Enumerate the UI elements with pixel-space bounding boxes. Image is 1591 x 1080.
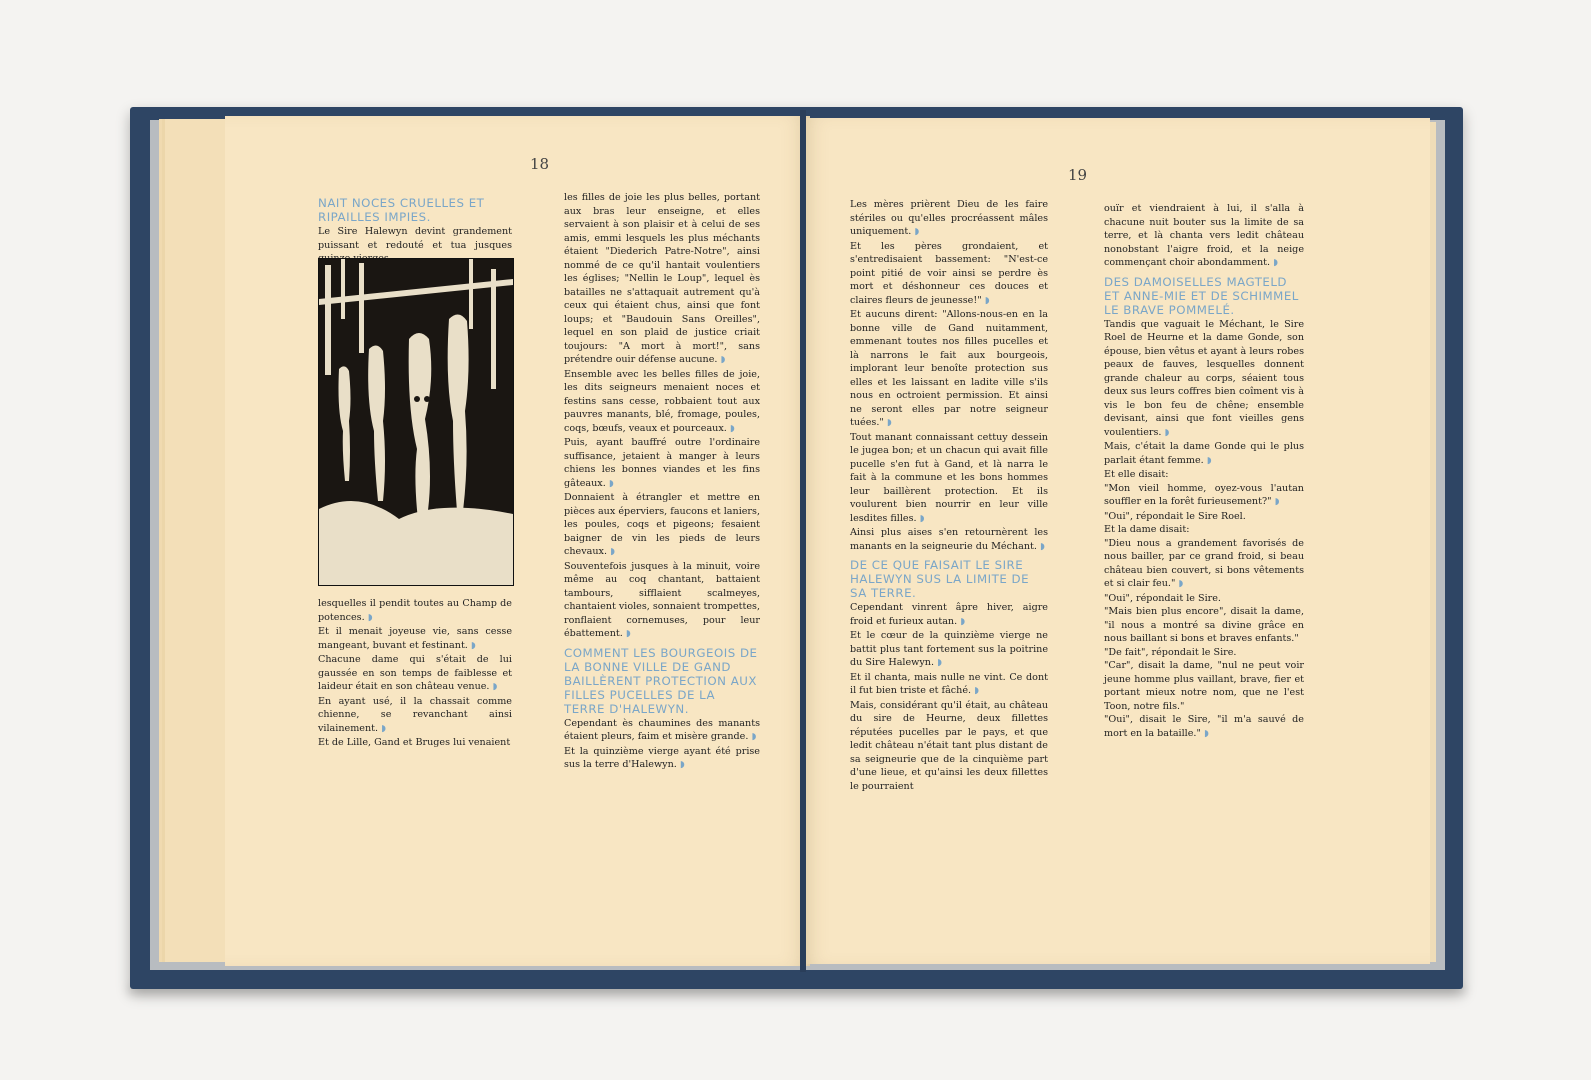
paragraph-mark-icon: ◗ <box>751 732 757 742</box>
paragraph: Et il menait joyeuse vie, sans cesse mangeant, buvant et festinant. ◗ <box>318 626 512 651</box>
paragraph: "Dieu nous a grandement favorisés de nous bailler, par ce grand froid, si beau château bien couvert, si bons vêtements et si clair feu." ◗ <box>1104 537 1304 589</box>
paragraph: Puis, ayant bauffré outre l'ordinaire suffisance, jetaient à manger à leurs chiens les bonnes viandes et les fins gâteaux. ◗ <box>564 437 760 489</box>
left-page-column-1-top <box>318 196 512 266</box>
paragraph-mark-icon: ◗ <box>679 760 685 770</box>
paragraph: Souventefois jusques à la minuit, voire même au coq chantant, battaient tambours, sifflaient scalmeyes, chantaient violes, sonnaient trompettes, ronflaient cornemuses, pour leur ébattement. ◗ <box>564 560 760 639</box>
paragraph-mark-icon: ◗ <box>608 478 614 489</box>
paragraph-mark-icon: ◗ <box>610 547 615 557</box>
paragraph: Tout manant connaissant cettuy dessein le jugea bon; et un chacun qui avait fille pucelle s'en fut à Gand, et là narra le fait à la commune et les bons hommes leur baillèrent protection. Et ils voulurent bien nourrir en leur ville lesdites filles. ◗ <box>850 431 1048 524</box>
paragraph-mark-icon: ◗ <box>1273 258 1278 268</box>
paragraph-mark-icon: ◗ <box>1178 579 1184 589</box>
paragraph-mark-icon: ◗ <box>729 423 735 434</box>
paragraph: "Oui", disait le Sire, "il m'a sauvé de mort en la bataille." ◗ <box>1104 714 1304 739</box>
paragraph: "Mon vieil homme, oyez-vous l'autan souffler en la forêt furieusement?" ◗ <box>1104 482 1304 507</box>
woodcut-figures <box>319 259 513 585</box>
paragraph-mark-icon: ◗ <box>1039 541 1045 552</box>
paragraph-mark-icon: ◗ <box>625 629 631 639</box>
paragraph-mark-icon: ◗ <box>960 616 965 627</box>
paragraph: ouïr et viendraient à lui, il s'alla à chacune nuit bouter sus la limite de sa terre, et là chanta vers ledit château nonobstant l'aigre froid, et la neige commençant choir abondamment. ◗ <box>1104 203 1304 268</box>
paragraph: Tandis que vaguait le Méchant, le Sire Roel de Heurne et la dame Gonde, son épouse, bien vêtus et ayant à leurs robes peaux de fauves, lesquelles donnent grande chaleur au corps, séaient tous deux sus leurs coffres bien coîment vis à vis le bon feu de chêne; ensemble devisant, ainsi que font vieilles gens voulentiers. ◗ <box>1104 318 1304 438</box>
right-page-column-2 <box>1104 202 1304 741</box>
paragraph: les filles de joie les plus belles, portant aux bras leur enseigne, et elles servaient à son plaisir et à celui de ses amis, emmi lesquels les plus méchants étaient "Diederich Patre-Notre", ainsi nommé de ce qu'il hantait voulentiers les églises; "Nellin le Loup", lequel ès batailles ne s'attaquait autrement qu'à ceux qui étaient chus, ainsi que font loups; et "Baudouin Sans Oreilles", lequel en son plaid de justice criait toujours: "A mort à mort!", sans prétendre ouir défense aucune. ◗ <box>564 192 760 365</box>
paragraph: "De fait", répondait le Sire. <box>1104 646 1237 658</box>
paragraph-mark-icon: ◗ <box>1203 728 1209 739</box>
chapter-heading: DE CE QUE FAISAIT LE SIRE HALEWYN SUS LA LIMITE DE SA TERRE. <box>850 558 1030 600</box>
book-gutter <box>800 110 806 972</box>
paragraph: Donnaient à étrangler et mettre en pièces aux éperviers, faucons et laniers, les poules, coqs et pigeons; fesaient baigner de vin les pieds de leurs chevaux. ◗ <box>564 492 760 557</box>
chapter-heading: NAIT NOCES CRUELLES ET RIPAILLES IMPIES. <box>318 196 485 224</box>
paragraph: Et la quinzième vierge ayant été prise sus la terre d'Halewyn. ◗ <box>564 745 760 770</box>
paragraph: Chacune dame qui s'était de lui gaussée en son temps de faiblesse et laideur était en son château venue. ◗ <box>318 654 512 692</box>
paragraph-mark-icon: ◗ <box>984 295 990 306</box>
paragraph: Les mères prièrent Dieu de les faire stériles ou qu'elles procréassent mâles uniquement. ◗ <box>850 199 1048 237</box>
paragraph-mark-icon: ◗ <box>1164 427 1170 438</box>
paragraph: lesquelles il pendit toutes au Champ de potences. ◗ <box>318 598 512 623</box>
paragraph: Ensemble avec les belles filles de joie, les dits seigneurs menaient noces et festins sans cesse, robbaient tout aux pauvres manants, blé, fromage, poules, coqs, bœufs, veaux et pourceaux. ◗ <box>564 368 760 434</box>
paragraph-mark-icon: ◗ <box>1274 497 1280 507</box>
woodcut-illustration <box>318 258 514 586</box>
paragraph: Mais, considérant qu'il était, au château du sire de Heurne, deux fillettes réputées pucelles par le pays, et que ledit château n'était tant plus distant de sa seigneurie que de la cinquième part d'une lieue, et qu'ainsi les deux fillettes le pourraient <box>850 699 1048 792</box>
paragraph: "Oui", répondait le Sire Roel. <box>1104 510 1246 522</box>
left-page-number: 18 <box>530 155 550 173</box>
paragraph-mark-icon: ◗ <box>914 227 920 237</box>
chapter-heading: COMMENT LES BOURGEOIS DE LA BONNE VILLE DE GAND BAILLÈRENT PROTECTION AUX FILLES PUCELLES DE LA TERRE D'HALEWYN. <box>564 645 758 716</box>
paragraph: Cependant vinrent âpre hiver, aigre froid et furieux autan. ◗ <box>850 602 1048 627</box>
paragraph-mark-icon: ◗ <box>937 658 942 668</box>
paragraph: Et aucuns dirent: "Allons-nous-en en la bonne ville de Gand nuitamment, emmenant toutes nos filles pucelles et là narrons le fait aux bourgeois, implorant leur benoîte protection sus elles et les laissant en ladite ville s'ils nous en octroient permission. Et ainsi ne seront elles par notre seigneur tuées." ◗ <box>850 309 1048 428</box>
paragraph: Ainsi plus aises s'en retournèrent les manants en la seigneurie du Méchant. ◗ <box>850 527 1048 552</box>
paragraph: "Mais bien plus encore", disait la dame, "il nous a montré sa divine grâce en nous baillant si bons et braves enfants." <box>1104 606 1304 644</box>
paragraph: Et la dame disait: <box>1104 524 1190 535</box>
left-page-column-2 <box>564 191 760 773</box>
chapter-heading: DES DAMOISELLES MAGTELD ET ANNE-MIE ET DE SCHIMMEL LE BRAVE POMMELÉ. <box>1104 274 1299 317</box>
paragraph: Et elle disait: <box>1104 469 1169 480</box>
paragraph-mark-icon: ◗ <box>1206 455 1212 466</box>
paragraph: Et de Lille, Gand et Bruges lui venaient <box>318 737 511 748</box>
paragraph-mark-icon: ◗ <box>974 686 979 696</box>
paragraph-mark-icon: ◗ <box>367 612 373 623</box>
paragraph-mark-icon: ◗ <box>720 355 726 365</box>
paragraph-mark-icon: ◗ <box>381 723 386 734</box>
right-page-column-1 <box>850 198 1048 793</box>
paragraph: "Car", disait la dame, "nul ne peut voir jeune homme plus vaillant, brave, fier et portant mieux notre nom, que ne l'est Toon, notre fils." <box>1104 660 1304 712</box>
paragraph: Mais, c'était la dame Gonde qui le plus parlait étant femme. ◗ <box>1104 441 1304 466</box>
paragraph-mark-icon: ◗ <box>886 418 892 428</box>
paragraph: Cependant ès chaumines des manants étaient pleurs, faim et misère grande. ◗ <box>564 717 760 742</box>
paragraph: Et il chanta, mais nulle ne vint. Ce dont il fut bien triste et fâché. ◗ <box>850 671 1048 696</box>
paragraph-mark-icon: ◗ <box>919 513 925 524</box>
paragraph-mark-icon: ◗ <box>492 682 498 692</box>
paragraph-mark-icon: ◗ <box>470 640 476 651</box>
paragraph: Et le cœur de la quinzième vierge ne battit plus tant fortement sus la poitrine du Sire Halewyn. ◗ <box>850 630 1048 668</box>
paragraph: Et les pères grondaient, et s'entredisaient bassement: "N'est-ce point pitié de voir ainsi se perdre ès mort et déshonneur ces douces et claires fleurs de jeunesse!" ◗ <box>850 240 1048 306</box>
left-page-column-1-bottom <box>318 597 512 750</box>
paragraph: En ayant usé, il la chassait comme chienne, se revanchant ainsi vilainement. ◗ <box>318 695 512 734</box>
paragraph: Le Sire Halewyn devint grandement puissant et redouté et tua jusques <box>318 226 512 251</box>
right-page-number: 19 <box>1068 166 1088 184</box>
paragraph: "Oui", répondait le Sire. <box>1104 592 1221 604</box>
